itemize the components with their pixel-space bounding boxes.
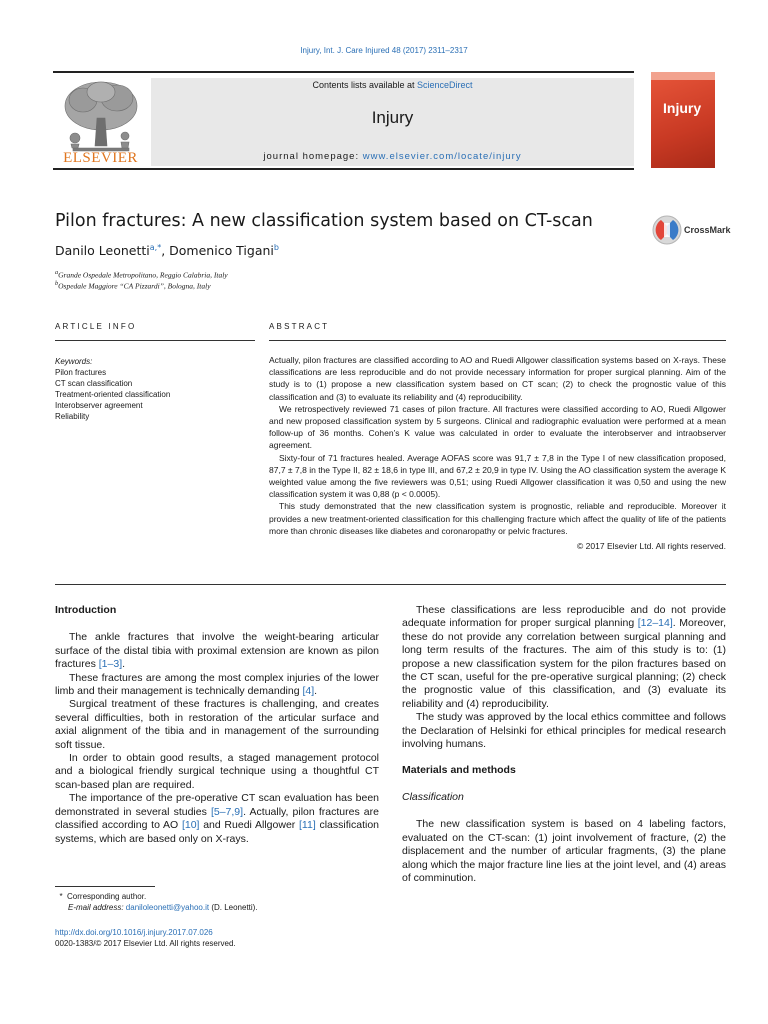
crossmark-icon [651, 214, 683, 246]
abstract-paragraph: We retrospectively reviewed 71 cases of pilon fracture. All fractures were classified according to AO, Ruedi Allgower and new proposed classification system by 5 surgeons. Clinical and radiographic evaluation were performed at a mean follow-up of 36 months. Cohen’s K value was calculated in order to evaluate the interobserver and intraobserver agreement. [269, 403, 726, 451]
citation-link[interactable]: [5–7,9] [210, 805, 244, 818]
keyword-item: Pilon fractures [55, 368, 107, 377]
homepage-link[interactable]: www.elsevier.com/locate/injury [362, 151, 522, 162]
citation-link[interactable]: [10] [181, 819, 200, 832]
cover-stripe [651, 72, 715, 80]
text-run: The ankle fractures that involve the weight-bearing articular surface of the distal tibia with proximal extension are known as pilon fractures [55, 631, 379, 671]
citation-link[interactable]: [1–3] [98, 658, 123, 671]
text-run: classification systems, which are based only on X-rays. [55, 819, 379, 845]
body-paragraph: In order to obtain good results, a staged management protocol and a biological friendly surgical technique using a thoughtful CT scan-based plan are required. [55, 752, 379, 791]
body-paragraph [402, 604, 726, 711]
journal-reference[interactable]: Injury, Int. J. Care Injured 48 (2017) 2311–2317 [300, 46, 468, 55]
footnote-rule [55, 886, 155, 887]
doi-block [55, 927, 236, 949]
keywords-heading: Keywords: [55, 357, 93, 366]
corresponding-author-marker[interactable]: * [157, 243, 162, 252]
sciencedirect-link[interactable]: ScienceDirect [417, 80, 473, 90]
footnote-text: Corresponding author. [67, 892, 147, 901]
body-paragraph: The study was approved by the local ethics committee and follows the Declaration of Helsinki for ethical principles for medical research involving humans. [402, 711, 726, 751]
text-run: These fractures are among the most complex injuries of the lower limb and their management is technically demanding [55, 671, 379, 698]
keyword-item: Interobserver agreement [55, 401, 143, 410]
homepage-prefix: journal homepage: [263, 151, 363, 162]
body-paragraph: The new classification system is based on 4 labeling factors, evaluated on the CT-scan: (1) joint involvement of fracture, (2) the displacement and the number of articular fragments, (3) the plane along which the major fracture line lies at the joint level, and (4) areas of comminution. [402, 818, 726, 884]
author-affiliation-marker[interactable]: b [273, 243, 279, 252]
copyright-notice: © 2017 Elsevier Ltd. All rights reserved. [577, 541, 726, 552]
article-info-rule [55, 340, 255, 341]
keyword-item: Treatment-oriented classification [55, 390, 171, 399]
author-name: Danilo Leonetti [55, 243, 150, 259]
contents-prefix: Contents lists available at [312, 80, 418, 90]
body-paragraph [55, 792, 379, 846]
section-heading-methods: Materials and methods [402, 764, 516, 777]
body-paragraph [55, 631, 379, 671]
footnote-marker: * [59, 892, 63, 901]
email-note [55, 902, 379, 913]
email-label: E-mail address: [68, 903, 126, 912]
author-affiliation-marker[interactable]: a, [149, 243, 158, 252]
section-heading-introduction: Introduction [55, 604, 117, 616]
author-name: Domenico Tigani [169, 243, 274, 259]
affiliation-b [55, 280, 211, 291]
abstract-bottom-rule [55, 584, 726, 585]
issn-copyright: 0020-1383/© 2017 Elsevier Ltd. All rights reserved. [55, 939, 236, 948]
citation-link[interactable]: [12–14] [637, 617, 673, 630]
header-rule-bottom [53, 168, 634, 170]
text-run: . Actually, pilon fractures are classified according to AO [55, 805, 379, 832]
affiliation-text: Grande Ospedale Metropolitano, Reggio Calabria, Italy [58, 270, 228, 280]
citation-link[interactable]: [4] [302, 685, 315, 698]
affiliation-label: a [55, 269, 59, 276]
author-separator: , [161, 243, 170, 259]
corresponding-author-note [55, 891, 379, 902]
affiliation-text: Ospedale Maggiore “CA Pizzardi”, Bologna, Italy [58, 281, 211, 291]
keyword-item: CT scan classification [55, 379, 133, 388]
publisher-wordmark: ELSEVIER [63, 150, 138, 166]
crossmark-badge[interactable] [651, 214, 731, 246]
text-run: . [314, 685, 318, 698]
journal-cover-image[interactable] [651, 72, 715, 168]
homepage-line [151, 151, 634, 162]
footnotes [55, 891, 379, 913]
article-info-label: ARTICLE INFO [55, 322, 137, 331]
body-column-left [55, 604, 379, 846]
abstract-paragraph: Actually, pilon fractures are classified according to AO and Ruedi Allgower classification systems based on X-rays. These classifications are less reproducible and do not provide necessary information for proper surgical planning. Aim of the study is to (1) propose a new classification system based on CT scan; (2) to check the prognostic value of this classification and (3) to evaluate its reliability and (4) reproducibility. [269, 355, 726, 402]
body-paragraph: Surgical treatment of these fractures is challenging, and creates several difficulties, both in restoration of the articular surface and axial alignment of the tibia and in management of the surrounding soft tissue. [55, 698, 379, 751]
header-rule-top [53, 71, 634, 73]
affiliation-label: b [55, 280, 59, 287]
abstract-rule [269, 340, 726, 341]
author-list [55, 243, 279, 258]
body-column-right [402, 604, 726, 885]
text-run: . [122, 658, 126, 671]
subsection-heading-classification: Classification [402, 790, 464, 803]
text-run: and Ruedi Allgower [199, 819, 300, 832]
text-run: . Moreover, these do not provide any correlation between surgical planning and long term results of the fractures. The aim of this study is to: (1) propose a new classification system for the pilon fractures based on the CT scan, useful for the pre-operative surgical planning; (2) check the prognostic value of this classification, and (3) evaluate its reliability and (4) reproducibility. [402, 617, 726, 710]
text-run: These classifications are less reproducible and do not provide adequate information for proper surgical planning [402, 604, 726, 630]
abstract-paragraph: This study demonstrated that the new classification system is prognostic, reliable and reproducible. Moreover it provides a new treatment-oriented classification for this challenging fracture which affect the quality of life of the patients more than chronic diseases like diabetes and coronaropathy or pelvic fractures. [269, 501, 726, 536]
citation-link[interactable]: [11] [299, 819, 316, 832]
abstract-label: ABSTRACT [269, 322, 330, 331]
email-link[interactable]: daniloleonetti@yahoo.it [125, 903, 210, 912]
affiliation-a [55, 269, 228, 280]
paper-title: Pilon fractures: A new classification system based on CT-scan [55, 211, 593, 231]
abstract-body [269, 354, 726, 552]
contents-line [151, 80, 634, 90]
keywords-block [55, 356, 255, 422]
crossmark-label: CrossMark [684, 225, 731, 235]
text-run: The importance of the pre-operative CT scan evaluation has been demonstrated in several studies [55, 792, 379, 818]
email-suffix: (D. Leonetti). [209, 903, 258, 912]
abstract-paragraph: Sixty-four of 71 fractures healed. Average AOFAS score was 91,7 ± 7,8 in the Type I of new classification proposed, 87,7 ± 7,8 in the Type II, 82 ± 18,6 in type III, and 67,2 ± 20,9 in type IV. Using the AO classification system the average K weighted value among the five reviewers was 0,51; using Ruedi Allgower classification it was 0,50 and using the new classification system it was 0,88 (p < 0.0005). [269, 452, 726, 500]
keyword-item: Reliability [55, 412, 90, 421]
doi-link[interactable]: http://dx.doi.org/10.1016/j.injury.2017.07.026 [55, 928, 213, 937]
journal-name: Injury [371, 108, 414, 127]
cover-title: Injury [663, 100, 702, 116]
body-paragraph [55, 672, 379, 699]
